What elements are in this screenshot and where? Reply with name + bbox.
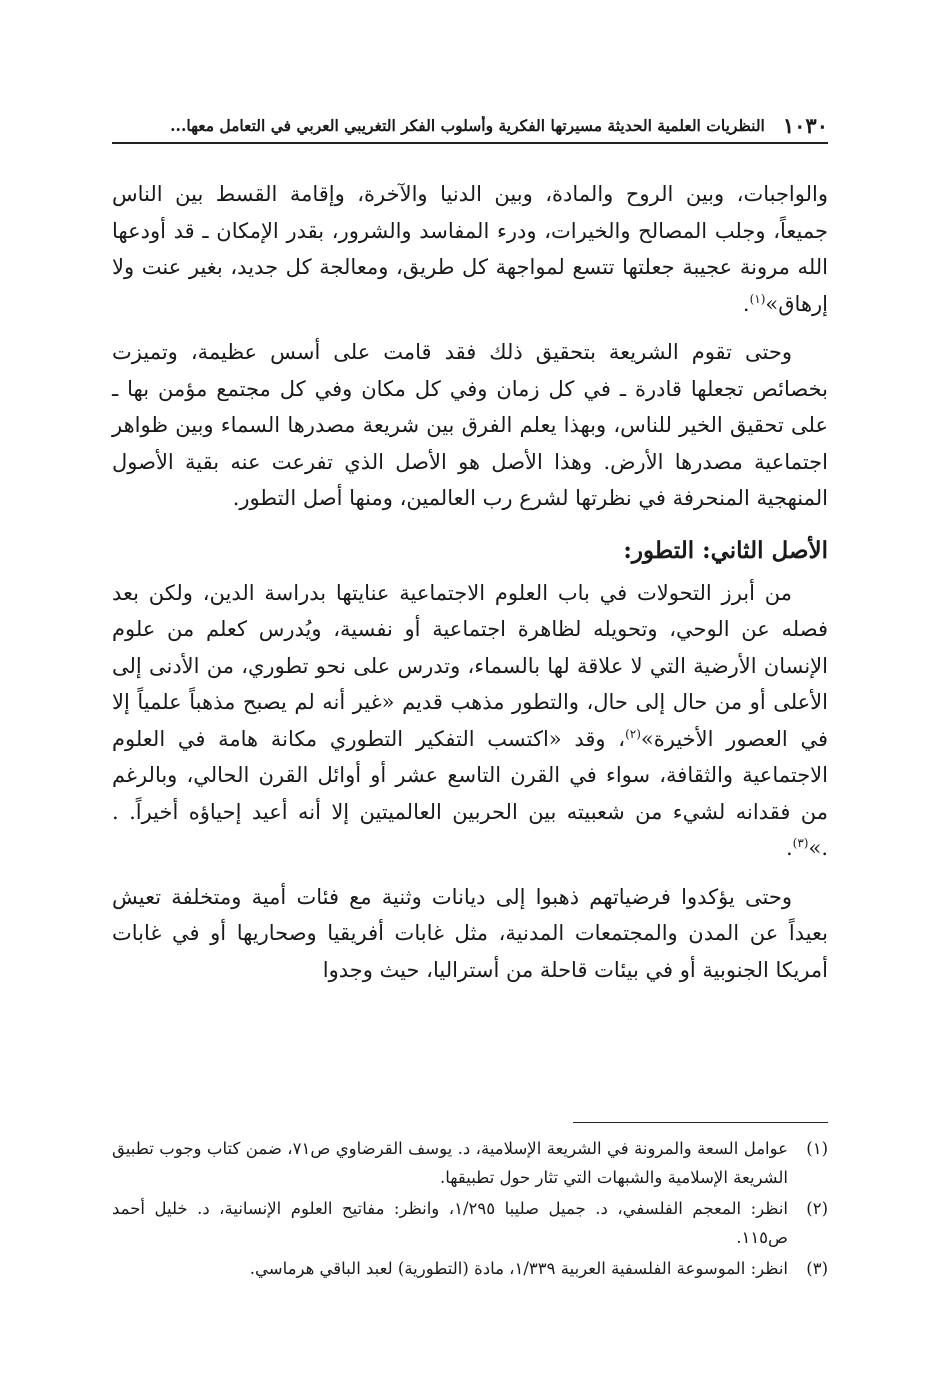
footnote-ref-2: (٢) <box>625 726 641 741</box>
footnote-number: (٣) <box>806 1259 828 1278</box>
page-number: ١٠٣٠ <box>782 112 828 138</box>
paragraph-3-end: . <box>785 836 793 860</box>
footnote-ref-3: (٣) <box>792 836 809 850</box>
footnote-2 <box>112 1194 828 1252</box>
paragraph-1 <box>112 176 828 322</box>
paragraph-3 <box>112 575 828 867</box>
running-title: النظريات العلمية الحديثة مسيرتها الفكرية وأسلوب الفكر التغريبي العربي في التعامل معها... <box>170 115 765 135</box>
footnote-text: انظر: المعجم الفلسفي، د. جميل صليبا ١/٢٩٥، وانظر: مفاتيح العلوم الإنسانية، د. خليل أحمد ص١١٥. <box>112 1199 788 1247</box>
footnote-text: عوامل السعة والمرونة في الشريعة الإسلامية، د. يوسف القرضاوي ص٧١، ضمن كتاب وجوب تطبيق الشريعة الإسلامية والشبهات التي تثار حول تطبيقها. <box>112 1139 788 1187</box>
footnote-number: (١) <box>806 1139 828 1158</box>
footnote-ref-1: (١) <box>749 291 766 306</box>
paragraph-4: وحتى يؤكدوا فرضياتهم ذهبوا إلى ديانات وثنية مع فئات أمية ومتخلفة تعيش بعيداً عن المدن والمجتمعات المدنية، مثل غابات أفريقيا وصحاريها أو في غابات أمريكا الجنوبية أو في بيئات قاحلة من أستراليا، حيث وجدوا <box>112 884 828 982</box>
paragraph-3-text-b: ، وقد «اكتسب التفكير التطوري مكانة هامة في العلوم الاجتماعية والثقافة، سواء في القرن التاسع عشر أو أوائل القرن الحالي، وبالرغم من فقدانه لشيء من شعبيته بين الحربين العالميتين إلا أنه أعيد إحياؤه أخيراً. . .» <box>112 726 828 860</box>
footnote-separator <box>573 1122 828 1123</box>
footnote-1 <box>112 1134 828 1192</box>
page-header <box>112 108 828 144</box>
footnote-text: انظر: الموسوعة الفلسفية العربية ١/٣٣٩، مادة (التطورية) لعبد الباقي هرماسي. <box>249 1259 788 1278</box>
footnotes <box>112 1134 828 1285</box>
paragraph-3-text-a: من أبرز التحولات في باب العلوم الاجتماعية عنايتها بدراسة الدين، ولكن بعد فصله عن الوحي، وتحويله لظاهرة اجتماعية أو نفسية، ويُدرس كعلم من علوم الإنسان الأرضية التي لا علاقة لها بالسماء، وتدرس على نحو تطوري، من الأدنى إلى الأعلى أو من حال إلى حال، والتطور مذهب قديم «غير أنه لم يصبح مذهباً علمياً إلا في العصور الأخيرة» <box>112 580 828 751</box>
main-text <box>112 176 828 1000</box>
paragraph-1-end: . <box>742 291 750 316</box>
section-heading: الأصل الثاني: التطور: <box>623 536 828 564</box>
footnote-number: (٢) <box>806 1199 828 1218</box>
footnote-3 <box>112 1254 828 1283</box>
paragraph-2: وحتى تقوم الشريعة بتحقيق ذلك فقد قامت على أسس عظيمة، وتميزت بخصائص تجعلها قادرة ـ في كل زمان وفي كل مكان وفي كل مجتمع مؤمن بها ـ على تحقيق الخير للناس، وبهذا يعلم الفرق بين شريعة مصدرها السماء وبين ظواهر اجتماعية مصدرها الأرض. وهذا الأصل هو الأصل الذي تفرعت عنه بقية الأصول المنهجية المنحرفة في نظرتها لشرع رب العالمين، ومنها أصل التطور. <box>112 340 828 510</box>
paragraph-1-text: والواجبات، وبين الروح والمادة، وبين الدنيا والآخرة، وإقامة القسط بين الناس جميعاً، وجلب المصالح والخيرات، ودرء المفاسد والشرور، بقدر الإمكان ـ قد أودعها الله مرونة عجيبة جعلتها تتسع لمواجهة كل طريق، ومعالجة كل جديد، بغير عنت ولا إرهاق» <box>112 182 828 316</box>
